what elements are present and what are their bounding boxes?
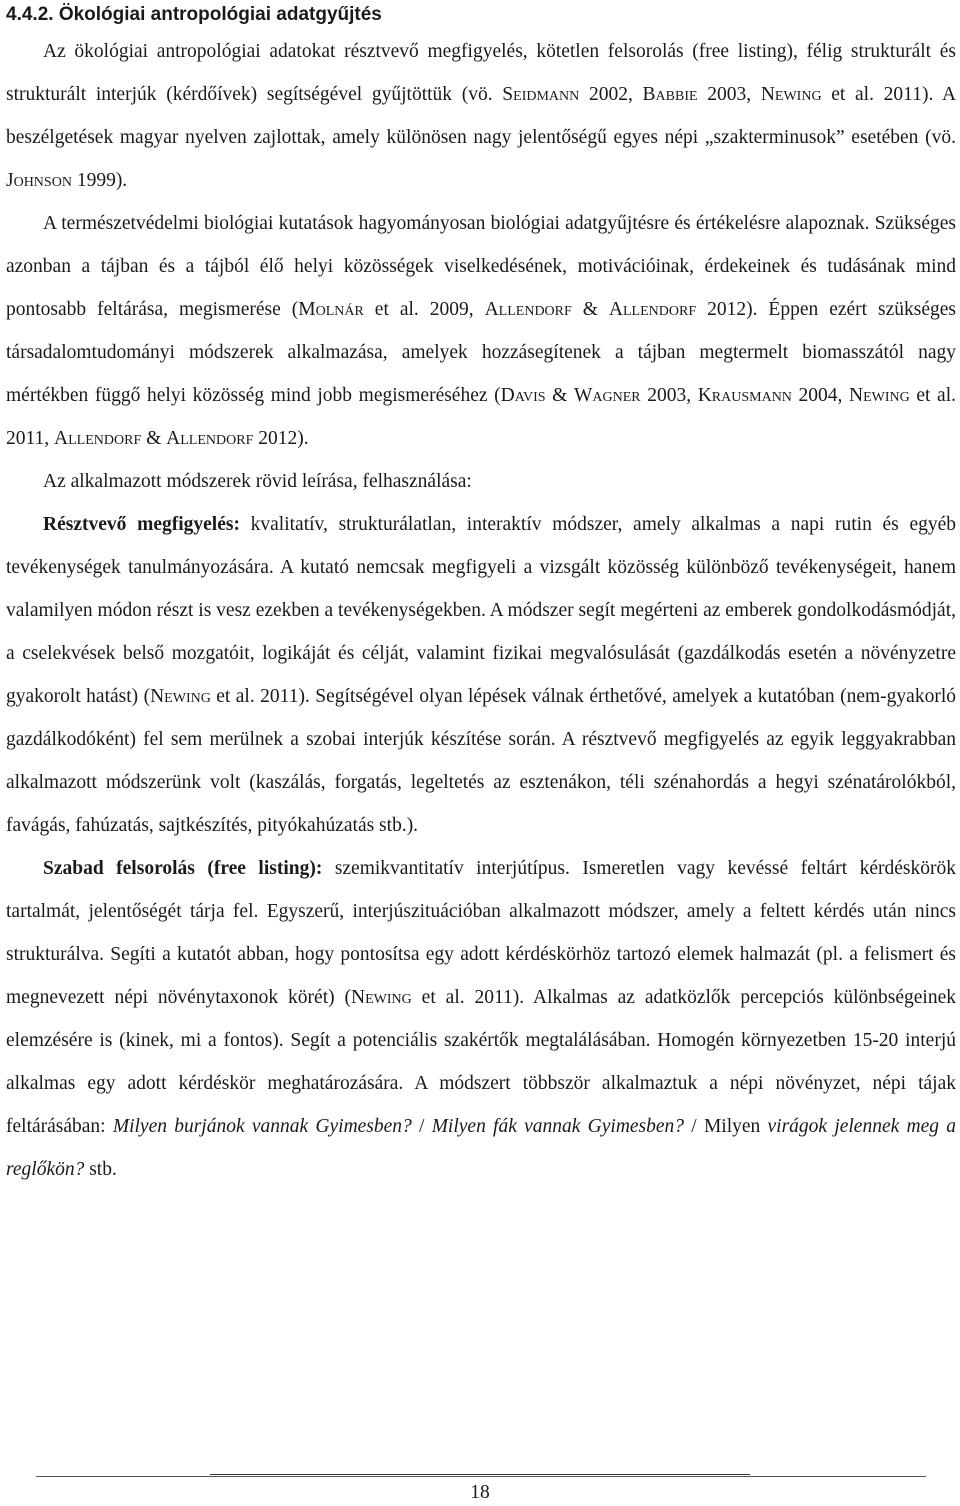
reference-author: Newing [351, 987, 412, 1008]
text-run: 1999). [71, 170, 128, 191]
paragraph-conservation-biology [6, 202, 956, 460]
term-participant-observation: Résztvevő megfigyelés: [43, 514, 240, 535]
text-run: szemikvantitatív interjútípus. Ismeretlen vagy kevéssé feltárt kérdéskörök tartalmát, jelentőségét tárja fel. Egyszerű, interjúszituációban alkalmazott módszer, amely a feltett kérdés után nincs strukturálva. Segíti a kutatót abban, hogy pontosítsa egy adott kérdéskörhöz tartozó elemek halmazát (pl. a felismert és megnevezett népi növénytaxonok körét) ( [6, 858, 956, 1008]
text-run: stb. [84, 1159, 117, 1180]
reference-author: Johnson [6, 170, 72, 191]
text-run: 2012). Éppen ezért szükséges társadalomtudományi módszerek alkalmazása, amelyek hozzásegítenek a tájban megtermelt biomasszától nagy mértékben függő helyi közösség mind jobb megismeréséhez ( [6, 299, 957, 406]
text-run: / [411, 1116, 432, 1137]
footer-divider-accent [210, 1474, 750, 1475]
text-run: & [141, 428, 167, 449]
page-number: 18 [470, 1482, 490, 1503]
reference-author: Newing [760, 84, 822, 105]
reference-author: Allendorf [54, 428, 142, 449]
footer-divider [36, 1476, 926, 1477]
text-run: 2003, [697, 84, 761, 105]
reference-author: Allendorf [484, 299, 572, 320]
reference-author: Molnár [298, 299, 364, 320]
text-run: et al. 2011, [6, 385, 956, 449]
reference-author: Krausmann [697, 385, 792, 406]
reference-author: Babbie [642, 84, 698, 105]
text-run: et al. 2011). Alkalmas az adatközlők percepciós különbségeinek elemzésére is (kinek, mi a fontos). Segít a potenciális szakértők megtalálásában. Homogén környezetben 15-20 interjú alkalmas egy adott kérdéskör meghatározására. A módszert többször alkalmaztuk a népi növényzet, népi tájak feltárásában: [6, 987, 956, 1137]
text-run: Az ökológiai antropológiai adatokat résztvevő megfigyelés, kötetlen felsorolás (free listing), félig strukturált és strukturált interjúk (kérdőívek) segítségével gyűjtöttük (vö. [6, 41, 956, 105]
paragraph-free-listing [6, 847, 956, 1191]
example-question: Milyen burjánok vannak Gyimesben? [112, 1116, 412, 1137]
reference-author: Davis [500, 385, 546, 406]
term-free-listing: Szabad felsorolás (free listing): [43, 858, 323, 879]
text-run: 2004, [791, 385, 850, 406]
reference-author: Newing [150, 686, 211, 707]
paragraph-participant-observation [6, 503, 956, 847]
text-run: 2003, [640, 385, 698, 406]
example-question: Milyen fák vannak Gyimesben? [431, 1116, 685, 1137]
example-question: virágok jelennek meg a reglőkön? [6, 1116, 956, 1180]
text-run: kvalitatív, strukturálatlan, interaktív módszer, amely alkalmas a napi rutin és egyéb tevékenységek tanulmányozására. A kutató nemcsak megfigyeli a vizsgált közösség különböző tevékenységeit, hanem valamilyen módon részt is vesz ezekben a tevékenységekben. A módszer segít megérteni az emberek gondolkodásmódját, a cselekvések belső mozgatóit, logikáját és célját, valamint fizikai megvalósulását (gazdálkodás esetén a növényzetre gyakorolt hatást) ( [6, 514, 956, 707]
text-run: & [571, 299, 609, 320]
reference-author: Wagner [573, 385, 641, 406]
text-run: 2002, [579, 84, 643, 105]
text-run: A természetvédelmi biológiai kutatások hagyományosan biológiai adatgyűjtésre és értékelésre alapoznak. Szükséges azonban a tájban és a tájból élő helyi közösségek viselkedésének, motivációinak, érdekeinek és tudásának mind pontosabb feltárása, megismerése ( [6, 213, 956, 320]
section-heading: 4.4.2. Ökológiai antropológiai adatgyűjtés [6, 4, 382, 25]
text-run: et al. 2011). A beszélgetések magyar nyelven zajlottak, amely különösen nagy jelentőségű egyes népi „szakterminusok” esetében (vö. [6, 84, 957, 148]
text-run: & [545, 385, 574, 406]
text-run: 2012). [253, 428, 309, 449]
text-run: et al. 2009, [363, 299, 485, 320]
reference-author: Allendorf [608, 299, 697, 320]
reference-author: Newing [849, 385, 910, 406]
text-run: et al. 2011). Segítségével olyan lépések válnak érthetővé, amelyek a kutatóban (nem-gyakorló gazdálkodóként) fel sem merülnek a szobai interjúk készítése során. A résztvevő megfigyelés az egyik leggyakrabban alkalmazott módszerünk volt (kaszálás, forgatás, legeltetés az esztenákon, téli szénahordás a hegyi szénatárolókból, favágás, fahúzatás, sajtkészítés, pityókahúzatás stb.). [6, 686, 956, 836]
text-run: / Milyen [684, 1116, 768, 1137]
paragraph-data-collection [6, 30, 956, 202]
reference-author: Allendorf [166, 428, 254, 449]
reference-author: Seidmann [502, 84, 580, 105]
paragraph-methods-intro: Az alkalmazott módszerek rövid leírása, felhasználása: [43, 471, 472, 492]
